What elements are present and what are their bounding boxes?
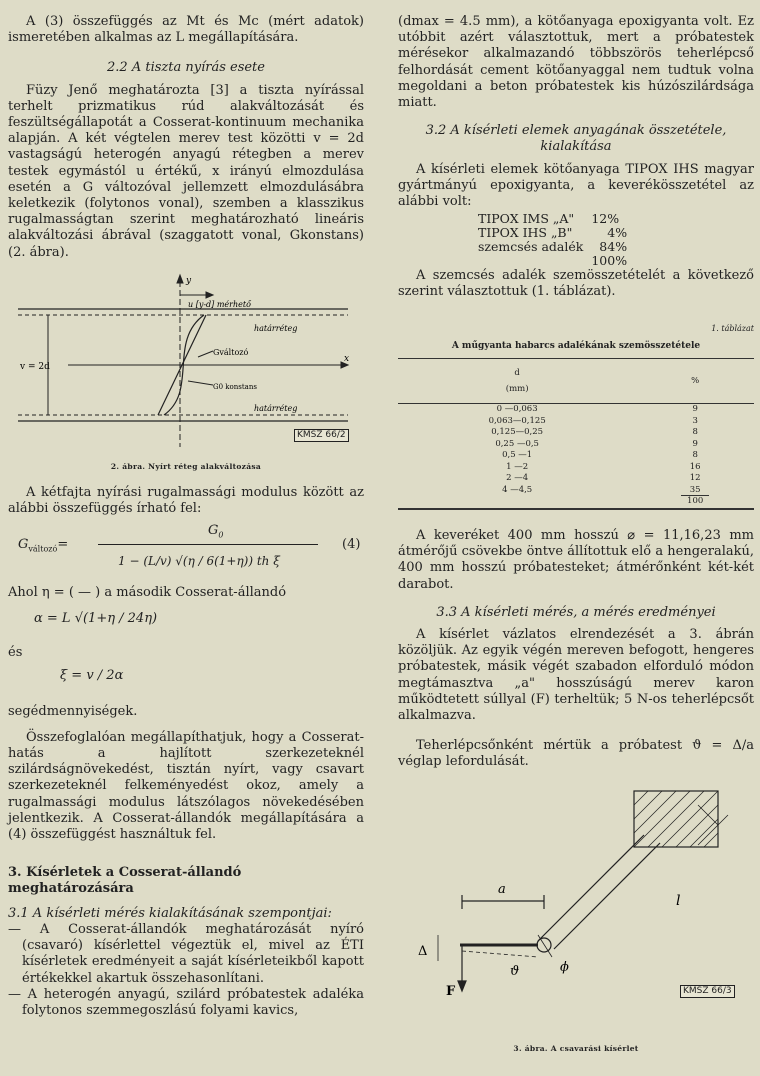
paragraph: A (3) összefüggés az Mt és Mc (mért adatok) ismeretében alkalmas az L megállapítására. (8, 14, 364, 46)
thickness-label: v = 2d (20, 361, 50, 372)
table-row (398, 450, 754, 462)
cell-size-range: 0 —0,063 (496, 404, 538, 415)
section-heading-3-3: 3.3 A kísérleti mérés, a mérés eredményei (436, 604, 716, 620)
cell-size-range: 0,063—0,125 (488, 415, 546, 426)
list-item: — A Cosserat-állandók meghatározását nyíró (csavaró) kísérlettel végeztük el, mivel az ÉTI kísérletek eredményeit a saját kísérleteikből kapott értékekkel akartuk összehasonlítani. (8, 921, 364, 986)
eq-sign: = (57, 537, 69, 553)
paragraph: A keveréket 400 mm hosszú ⌀ = 11,16,23 mm átmérőjű csövekbe öntve állítottuk elő a hengeralakú, 400 mm hosszú próbatesteket; átmérőnként két-két darabot. (398, 527, 754, 592)
section-heading-3-2: 3.2 A kísérleti elemek anyagának összetétele, kialakítása (425, 123, 727, 155)
x-axis-label: x (344, 353, 350, 364)
section-heading-3-1: 3.1 A kísérleti mérés kialakításának szempontjai: (8, 905, 332, 921)
paragraph: Füzy Jenő meghatározta [3] a tiszta nyírással terhelt prizmatikus rúd alakváltozását és feszültségállapotát a Cosserat-kontinuum mechanika alapján. A két végtelen merev test közötti v = 2d vastagságú heterogén anyagú rétegben a merev testek egymástól u értékű, x irányú elmozdulása esetén a G változóval jellemzett elmozdulásábra keletkezik (folytonos vonal), szemben a klasszikus rugalmasságtan szerint meghatározható lineáris alakváltozási ábrával (szaggatott vonal, Gkonstans) (2. ábra). (8, 82, 364, 260)
eq-lhs-sub: változó (28, 544, 58, 554)
phi-label: ϕ (560, 959, 569, 975)
mixture-table (474, 212, 631, 268)
figure-2-caption: 2. ábra. Nyírt réteg alakváltozása (110, 461, 262, 471)
equation-4 (8, 523, 364, 585)
eq-lhs: G (18, 537, 29, 553)
table-row (398, 462, 754, 474)
eq-number: (4) (342, 537, 361, 553)
table-row (398, 439, 754, 451)
cell-size-range: 0,25 —0,5 (495, 438, 539, 449)
u-label: u [y-d] mérhető (188, 299, 251, 309)
paragraph: segédmennyiségek. (8, 703, 138, 719)
mixture-row: TIPOX IMS „A" 12% (478, 211, 620, 227)
mixture-row: szemcsés adalék 84% (478, 239, 628, 255)
cell-percent: 8 (692, 450, 698, 461)
y-axis-label: y (186, 275, 192, 286)
cell-percent: 3 (692, 415, 698, 426)
eq-num-sub: 0 (218, 530, 224, 540)
eq-denominator: 1 − (L/v) √(η / 6(1+η)) th ξ (118, 554, 280, 569)
cell-size-range: 0,5 —1 (502, 450, 533, 461)
section-heading-2-2: 2.2 A tiszta nyírás esete (107, 60, 265, 76)
table-row (398, 416, 754, 428)
cell-percent: 35 (689, 484, 701, 495)
g0-label: G0 konstans (213, 382, 257, 391)
column-header-percent: % (636, 359, 754, 404)
paragraph: Ahol η = ( — ) a második Cosserat-állandó (8, 585, 287, 601)
right-column (398, 0, 754, 1061)
equation-alpha: α = L √(1+η / 24η) (34, 611, 158, 627)
table-row (398, 404, 754, 416)
figure-2 (8, 271, 364, 471)
specimen-length-label: l (676, 892, 681, 909)
paragraph: és (8, 645, 23, 661)
figure-code: KMSZ 66/3 (680, 985, 735, 998)
cell-percent: 8 (692, 427, 698, 438)
paragraph: Teherlépcsőnként mértük a próbatest ϑ = Δ/a véglap lefordulását. (398, 738, 754, 770)
cell-size-range: 2 —4 (506, 473, 529, 484)
paragraph: A kísérlet vázlatos elrendezését a 3. ábrán közöljük. Az egyik végén mereven befogott, hengeres próbatestek, másik végét szabadon elforduló módon megtámasztva „a" hosszúságú merev karon működtetett súllyal (F) terheltük; 5 N-os teherlépcsőt alkalmazva. (398, 626, 754, 723)
paragraph: A szemcsés adalék szemösszetételét a következő szerint választottuk (1. táblázat). (398, 268, 754, 300)
arm-length-label: a (498, 881, 506, 897)
table-title: A műgyanta habarcs adalékának szemösszetétele (451, 340, 701, 351)
column-header-d: d (mm) (398, 359, 636, 404)
eq-numerator: G (208, 523, 219, 539)
bottom-layer-label: határréteg (254, 403, 298, 413)
mixture-row: 100% (591, 253, 628, 269)
paragraph: A kísérleti elemek kötőanyaga TIPOX IHS magyar gyártmányú epoxigyanta, a keverékösszetétel az alábbi volt: (398, 161, 754, 210)
figure-3 (398, 785, 754, 1055)
theta-label: ϑ (510, 963, 520, 979)
paragraph: (dmax = 4.5 mm), a kötőanyaga epoxigyanta volt. Ez utóbbit azért választottuk, mert a próbatestek mérésekor alkalmazandó többszörös teherlépcső felhordását cement kötőanyaggal nem tudtuk volna megoldani a beton próbatestek kis húzószilárdsága miatt. (398, 14, 754, 111)
paragraph: A kétfajta nyírási rugalmassági modulus között az alábbi összefüggés írható fel: (8, 484, 364, 517)
cell-size-range: 1 —2 (506, 461, 529, 472)
fraction-bar (98, 544, 318, 545)
table-total: 100 (681, 495, 709, 506)
figure-3-caption: 3. ábra. A csavarási kísérlet (513, 1043, 639, 1053)
cell-size-range: 0,125—0,25 (491, 427, 544, 438)
table-number: 1. táblázat (711, 323, 754, 333)
section-heading-3: 3. Kísérletek a Cosserat-állandó meghatározására (8, 865, 242, 897)
list-item: — A heterogén anyagú, szilárd próbatestek adaléka folytonos szemmegoszlású folyami kavics, (8, 986, 364, 1018)
table-row (398, 427, 754, 439)
left-column (0, 0, 364, 1019)
table-row (398, 473, 754, 485)
mixture-row: TIPOX IHS „B" 4% (478, 225, 628, 241)
top-layer-label: határréteg (254, 323, 298, 333)
cell-percent: 12 (689, 473, 701, 484)
cell-percent: 16 (689, 461, 701, 472)
cell-size-range: 4 —4,5 (502, 484, 533, 495)
figure-code: KMSZ 66/2 (294, 429, 349, 442)
cell-percent: 9 (692, 438, 698, 449)
g-variable-label: Gváltozó (213, 347, 249, 357)
force-label: F (446, 983, 456, 999)
paragraph: Összefoglalóan megállapíthatjuk, hogy a Cosserat-hatás a hajlított szerkezeteknél szilárdságnövekedést, tisztán nyírt, vagy csavart szerkezeteknél felkeményedést okoz, amely a rugalmassági modulus látszólagos növekedésében jelentkezik. A Cosserat-állandók megállapítására a (4) összefüggést használtuk fel. (8, 729, 364, 843)
table-1 (398, 321, 754, 510)
cell-percent: 9 (692, 404, 698, 415)
equation-xi: ξ = v / 2α (60, 667, 124, 683)
delta-label: Δ (418, 943, 428, 959)
